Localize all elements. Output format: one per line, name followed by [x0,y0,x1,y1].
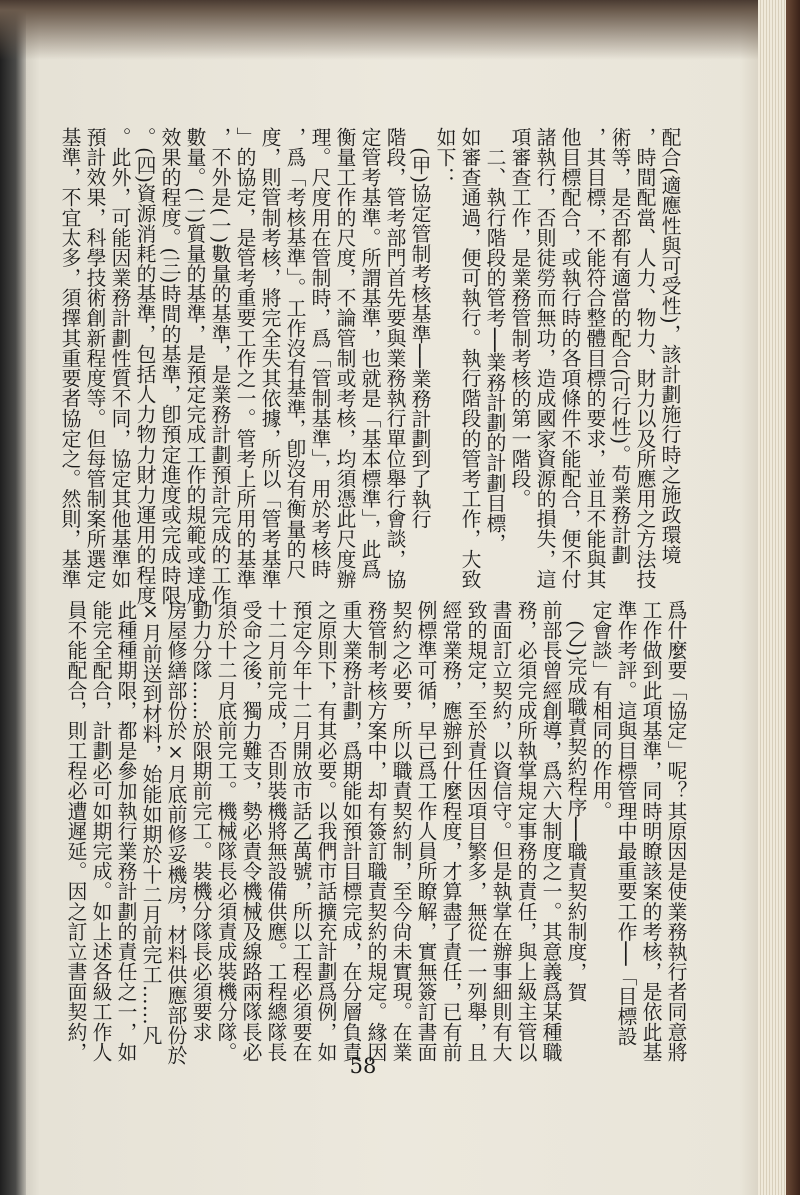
adjacent-page-edge [0,0,26,1195]
book-cover-edge [786,0,800,1195]
lower-text-block: 爲什麼要「協定」呢？其原因是使業務執行者同意將 工作做到此項基準，同時明瞭該案的考核，是依此基 準作考評。這與目標管理中最重要工作──「目標設 定會談」有相同的作用。 (乙)完成職責契約程序──職責契約制度，賀 前部長曾經創導，爲六大制度之一。其意義爲某種職 務，必須完成所執掌規定事務的責任，與上級主管以 書面訂立契約，以資信守。但是執掌在辦事細則有大 致的規定，至於責任因項目繁多，無從一一列舉，且 經常業務，應辦到什麼程度，才算盡了責任，已有前 例標準可循，早已爲工作人員所瞭解，實無簽訂書面 契約之必要，所以職責契約制，至今尙未實現。在業 務管制考核方案中，却有簽訂職責契約的規定。緣因 重大業務計劃，爲期能如預計目標完成，在分層負責 之原則下，有其必要。以我們市話擴充計劃爲例，如 預定今年十二月開放市話乙萬號，所以工程必須要在 十二月前完成，否則裝機將無設備供應。工程總隊長 受命之後，獨力難支，勢必責令機械及線路兩隊長必 須於十二月底前完工。機械隊長必須責成裝機分隊。 動力分隊……於限期前完工。裝機分隊長必須要求 房屋修繕部份於×月底前修妥機房，材料供應部份於 ×月前送到材料，始能如期於十二月前完工……凡 此種種期限，都是參加執行業務計劃的責任之一，如 能完全配合，計劃必可如期完成。如上述各級工作人 員不能配合，則工程必遭遲延。因之訂立書面契約， [64,600,687,1066]
page-number: 58 [349,1054,377,1078]
upper-text-block: 配合(適應性與可受性)，該計劃施行時之施政環境 ，時間配當、人力、物力、財力以及所應用之方法技 術等，是否都有適當的配合(可行性)。苟業務計劃 ，其目標，不能符合整體目標的要求，並且不能與其 他目標配合，或執行時的各項條件不能配合，便不付 諸執行，否則徒勞而無功，造成國家資源的損失，這 項審查工作，是業務管制考核的第一階段。 二、執行階段的管考──業務計劃的計劃目標， 如審查通過，便可執行。執行階段的管考工作，大致 如下： (甲)協定管制考核基準──業務計劃到了執行 階段，管考部門首先要與業務執行單位舉行會談，協 定管考基準。所謂基準，也就是「基本標準」，此爲 衡量工作的尺度，不論管制或考核，均須憑此尺度辦 理。尺度用在管制時，爲「管制基準」，用於考核時 ，爲「考核基準」。工作沒有基準，卽沒有衡量的尺 度，則管制考核，將完全失其依據，所以「管考基準 」的協定，是管考重要工作之一。管考上所用的基準 ，不外是(一)數量的基準，是業務計劃預計完成的工作 數量。(二)質量的基準，是預定完成工作的規範或達成 效果的程度。(三)時間的基準，卽預定進度或完成時限 。(四)資源消耗的基準，包括人力物力財力運用的程度 。此外，可能因業務計劃性質不同，協定其他基準如 預計效果，科學技術創新程度等。但每管制案所選定 基準，不宜太多，須擇其重要者協定之。然則，基準 [58,127,681,606]
page-top-shadow [0,0,800,60]
